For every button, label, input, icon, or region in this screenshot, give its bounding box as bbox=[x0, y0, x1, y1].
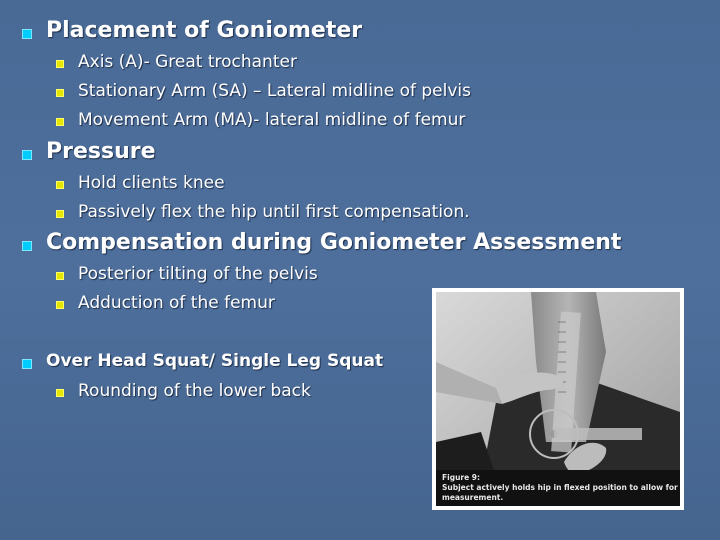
heading-placement: Placement of Goniometer bbox=[46, 18, 363, 43]
item-axis: Axis (A)- Great trochanter bbox=[78, 52, 297, 72]
figure-photo bbox=[432, 288, 684, 510]
bullet-square-icon bbox=[56, 181, 64, 189]
figure-caption-line2: measurement. bbox=[442, 493, 504, 502]
figure-caption bbox=[436, 470, 680, 506]
item-rounding: Rounding of the lower back bbox=[78, 381, 311, 401]
bullet-square-icon bbox=[56, 89, 64, 97]
figure-label: Figure 9: bbox=[442, 473, 481, 482]
bullet-square-icon bbox=[22, 150, 32, 160]
bullet-square-icon bbox=[22, 29, 32, 39]
figure-caption-line1: Subject actively holds hip in flexed position to allow for bbox=[442, 483, 678, 492]
heading-compensation: Compensation during Goniometer Assessment bbox=[46, 230, 622, 255]
bullet-square-icon bbox=[56, 272, 64, 280]
item-stationary-arm: Stationary Arm (SA) – Lateral midline of pelvis bbox=[78, 81, 472, 101]
bullet-square-icon bbox=[22, 241, 32, 251]
heading-pressure: Pressure bbox=[46, 139, 156, 164]
item-passively-flex: Passively flex the hip until first compensation. bbox=[78, 202, 470, 222]
item-movement-arm: Movement Arm (MA)- lateral midline of femur bbox=[78, 110, 466, 130]
bullet-square-icon bbox=[56, 210, 64, 218]
bullet-square-icon bbox=[56, 118, 64, 126]
photo-image bbox=[436, 292, 680, 506]
bullet-square-icon bbox=[56, 301, 64, 309]
bullet-square-icon bbox=[22, 359, 32, 369]
heading-squat: Over Head Squat/ Single Leg Squat bbox=[46, 351, 384, 371]
item-adduction: Adduction of the femur bbox=[78, 293, 275, 313]
item-posterior-tilting: Posterior tilting of the pelvis bbox=[78, 264, 318, 284]
bullet-square-icon bbox=[56, 60, 64, 68]
item-hold-knee: Hold clients knee bbox=[78, 173, 225, 193]
bullet-square-icon bbox=[56, 389, 64, 397]
